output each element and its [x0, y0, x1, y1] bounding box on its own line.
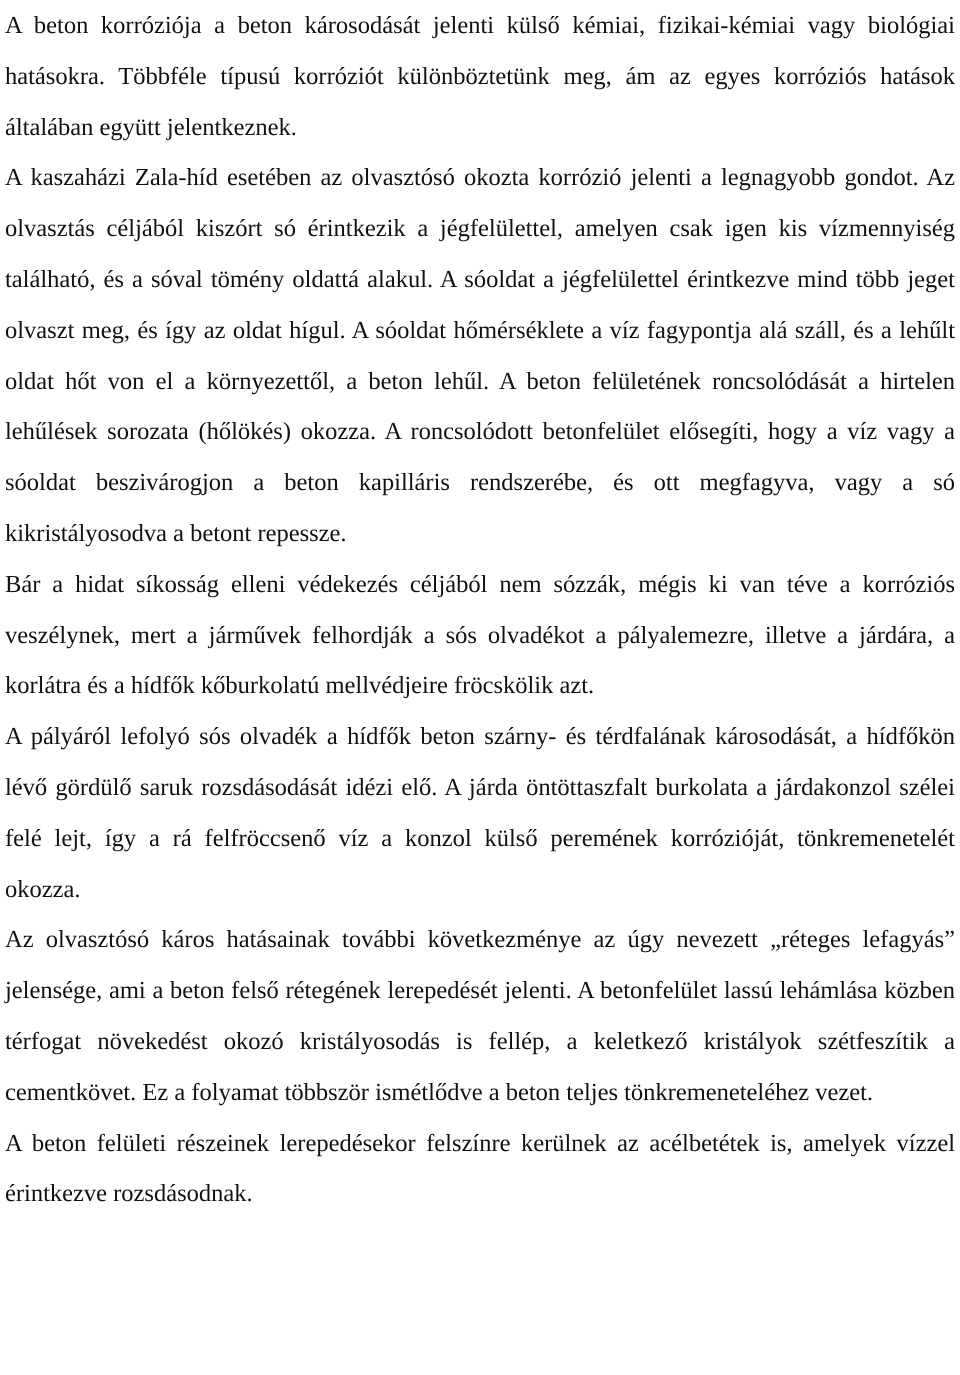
paragraph-bridge-exposure: Bár a hidat síkosság elleni védekezés céljából nem sózzák, mégis ki van téve a korróziós veszélynek, mert a járművek felhordják a sós olvadékot a pályalemezre, illetve a járdára, a korlátra és a hídfők kőburkolatú mellvédjeire fröcskölik azt.: [5, 570, 955, 700]
paragraph-rebar-rusting: A beton felületi részeinek lerepedésekor felszínre kerülnek az acélbetétek is, amelyek vízzel érintkezve rozsdásodnak.: [5, 1129, 955, 1208]
paragraph-layered-freezing: Az olvasztósó káros hatásainak további következménye az úgy nevezett „réteges lefagyás” jelensége, ami a beton felső rétegének lerepedését jelenti. A betonfelület lassú lehámlása közben térfogat növekedést okozó kristályosodás is fellép, a keletkező kristályok szétfeszítik a cementkövet. Ez a folyamat többször ismétlődve a beton teljes tönkremeneteléhez vezet.: [5, 926, 955, 1106]
paragraph-concrete-corrosion-definition: A beton korróziója a beton károsodását jelenti külső kémiai, fizikai-kémiai vagy biológiai hatásokra. Többféle típusú korróziót különböztetünk meg, ám az egyes korróziós hatások általában együtt jelentkeznek.: [5, 12, 955, 141]
paragraph-runoff-damage: A pályáról lefolyó sós olvadék a hídfők beton szárny- és térdfalának károsodását, a hídfőkön lévő gördülő saruk rozsdásodását idézi elő. A járda öntöttaszfalt burkolata a járdakonzol szélei felé lejt, így a rá felfröccsenő víz a konzol külső peremének korrózióját, tönkremenetelét okozza.: [5, 723, 955, 903]
paragraph-deicing-salt-corrosion: A kaszaházi Zala-híd esetében az olvasztósó okozta korrózió jelenti a legnagyobb gondot. Az olvasztás céljából kiszórt só érintkezik a jégfelülettel, amelyen csak igen kis vízmennyiség található, és a sóval tömény oldattá alakul. A sóoldat a jégfelülettel érintkezve mind több jeget olvaszt meg, és így az oldat hígul. A sóoldat hőmérséklete a víz fagypontja alá száll, és a lehűlt oldat hőt von el a környezettől, a beton lehűl. A beton felületének roncsolódását a hirtelen lehűlések sorozata (hőlökés) okozza. A roncsolódott betonfelület elősegíti, hogy a víz vagy a sóoldat beszivárogjon a beton kapilláris rendszerébe, és ott megfagyva, vagy a só kikristályosodva a betont repessze.: [5, 164, 955, 547]
